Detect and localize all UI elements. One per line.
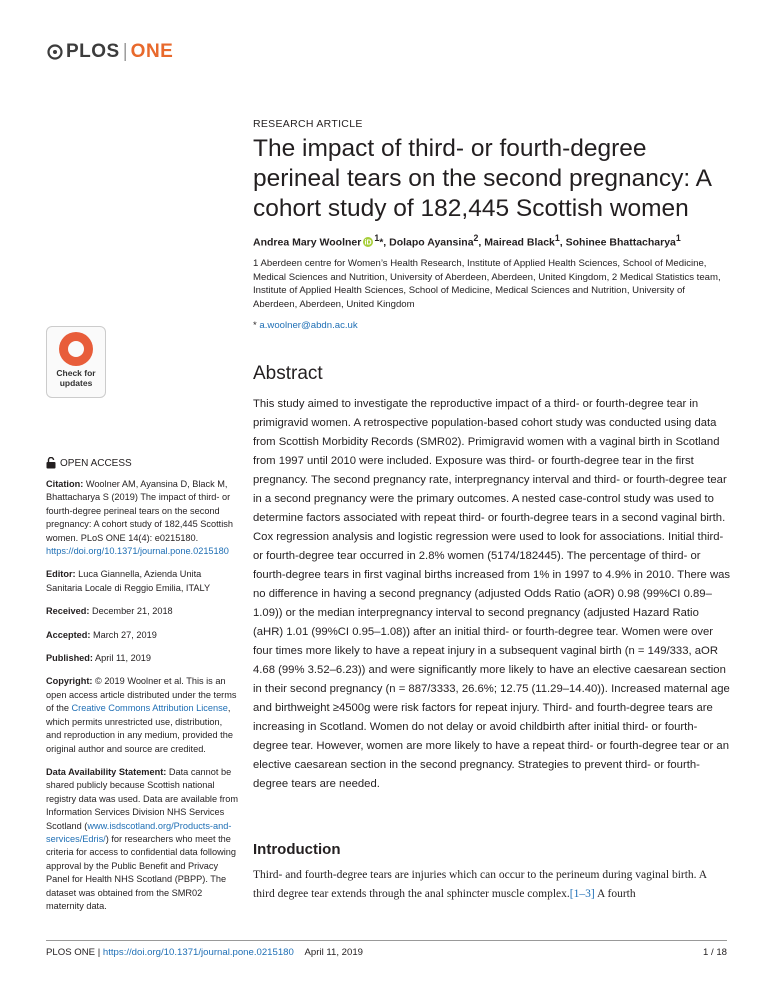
author-name[interactable]: Dolapo Ayansina xyxy=(389,236,474,249)
logo-separator: | xyxy=(122,41,128,62)
plos-one-logo[interactable] xyxy=(47,40,173,64)
introduction-text: Third- and fourth-degree tears are injuries which can occur to the perineum during vaginal birth. A third degree tear extends through the anal sphincter muscle complex.[1–3] A fourth xyxy=(253,869,707,900)
open-access-label xyxy=(46,457,132,469)
check-updates-icon xyxy=(59,332,93,366)
isd-link[interactable]: www.isdscotland.org/Products-and-services/Edris/ xyxy=(46,820,232,844)
footer-date: April 11, 2019 xyxy=(304,947,364,958)
data-availability: Data Availability Statement: Data cannot be shared publicly because Scottish national registry data was used. Data are available from Information Services Division NHS Services Scotland (www.isdscotland.org/Products-and-services/Edris/) for researchers who meet the criteria for access to confidential data following approval by the Public Benefit and Privacy Panel for Health NHS Scotland (PBPP). The dataset was obtained from the SMR02 maternity data. xyxy=(46,766,239,911)
logo-plos-text: PLOS xyxy=(66,41,120,62)
check-for-updates-badge[interactable] xyxy=(46,326,106,398)
footer-divider xyxy=(46,940,727,941)
check-updates-label: Check for updates xyxy=(56,368,96,388)
license-link[interactable]: Creative Commons Attribution License xyxy=(71,703,228,714)
author-list: Andrea Mary Woolner iD $^1$*, Dolapo Ayansina$^2$, Mairead Black$^1$, Sohinee Bhattacharya$^1$ xyxy=(253,233,681,249)
accepted-date: Accepted: March 27, 2019 xyxy=(46,629,157,640)
affiliations: 1 Aberdeen centre for Women’s Health Research, Institute of Applied Health Sciences, School of Medicine, Medical Sciences and Nutrition, University of Aberdeen, Aberdeen, United Kingdom, 2 Medical Statistics team, Institute of Applied Health Sciences, School of Medicine, Medical Sciences and Nutrition, University of Aberdeen, Aberdeen, United Kingdom xyxy=(253,258,721,310)
editor: Editor: Luca Giannella, Azienda Unita Sanitaria Locale di Reggio Emilia, ITALY xyxy=(46,569,211,593)
author-name[interactable]: Sohinee Bhattacharya xyxy=(565,236,676,249)
logo-one-text: ONE xyxy=(130,41,174,62)
article-type: RESEARCH ARTICLE xyxy=(253,118,363,130)
orcid-icon[interactable] xyxy=(363,237,373,247)
plos-logo-icon xyxy=(47,44,63,60)
author-name[interactable]: Andrea Mary Woolner xyxy=(253,236,362,249)
footer-doi-link[interactable]: https://doi.org/10.1371/journal.pone.0215180 xyxy=(102,947,294,958)
svg-text:iD: iD xyxy=(364,239,372,246)
citation: Citation: Woolner AM, Ayansina D, Black M, Bhattacharya S (2019) The impact of third- or fourth-degree perineal tears on the second pregnancy: A cohort study of 182,445 Scottish women. PLoS ONE 14(4): e0215180. https://doi.org/10.1371/journal.pone.0215180 xyxy=(46,479,233,557)
open-access-text: OPEN ACCESS xyxy=(60,457,132,469)
author-name[interactable]: Mairead Black xyxy=(484,236,555,249)
corresponding-email: * a.woolner@abdn.ac.uk xyxy=(253,320,358,331)
email-link[interactable]: a.woolner@abdn.ac.uk xyxy=(259,320,358,331)
received-date: Received: December 21, 2018 xyxy=(46,606,173,617)
abstract-text: This study aimed to investigate the reproductive impact of a third- or fourth-degree tear in primigravid women. A retrospective population-based cohort study was conducted using data from Scottish Morbidity Records (SMR02). Primigravid women with a vaginal birth in Scotland from 1997 until 2010 were included. Exposure was third- or fourth-degree tear in the first pregnancy. The second pregnancy rate, interpregnancy interval and third- or fourth-degree tear in a second pregnancy were the primary outcomes. A nested case-control study was used to determine factors associated with repeat third- or fourth-degree tears in a second vaginal birth. Cox regression analysis and logistic regression were used to look for associations. Initial third- or fourth-degree tear occurred in 2.8% women (5174/182445). The percentage of third- or fourth-degree tears in first vaginal births increased from 1% in 1997 to 4.9% in 2010. There was no difference in having a second pregnancy (adjusted Odds Ratio (aOR) 0.98 (99%CI 0.89–1.09)) or the median interpregnancy interval to second pregnancy (adjusted Hazard Ratio (aHR) 1.01 (99%CI 0.95–1.08)) after an initial third- or fourth-degree tear. Women were over four times more likely to have a repeat injury in a subsequent vaginal birth (n = 149/333, aOR 4.68 (99% 3.52–6.23)) and were significantly more likely to have an elective caesarean section in their second pregnancy (n = 887/3333, 26.6%; 12.75 (11.29–14.40)). Increased maternal age and birthweight ≥4500g were risk factors for repeat injury. Third- and fourth-degree tears are increasing in Scotland. Women do not delay or avoid childbirth after initial third- or fourth-degree tear. However, women are more likely to have a repeat third- or fourth-degree tear or an elective caesarean section in the second pregnancy. Strategies to prevent third- or fourth-degree tears are needed. xyxy=(253,398,731,790)
reference-link[interactable]: [1–3] xyxy=(569,888,595,900)
article-info-sidebar xyxy=(46,478,240,923)
article-title: The impact of third- or fourth-degree perineal tears on the second pregnancy: A cohort study of 182,445 Scottish women xyxy=(253,135,711,222)
introduction-heading: Introduction xyxy=(253,841,341,858)
page-footer: PLOS ONE | https://doi.org/10.1371/journal.pone.0215180 April 11, 2019 xyxy=(46,947,364,958)
page-number: 1 / 18 xyxy=(702,947,727,958)
footer-journal: PLOS ONE xyxy=(46,947,96,958)
abstract-heading: Abstract xyxy=(253,363,323,384)
copyright: Copyright: © 2019 Woolner et al. This is an open access article distributed under the terms of the Creative Commons Attribution License, which permits unrestricted use, distribution, and reproduction in any medium, provided the original author and source are credited. xyxy=(46,676,237,754)
open-lock-icon xyxy=(46,457,56,469)
published-date: Published: April 11, 2019 xyxy=(46,653,152,664)
citation-doi-link[interactable]: https://doi.org/10.1371/journal.pone.0215180 xyxy=(46,546,229,557)
